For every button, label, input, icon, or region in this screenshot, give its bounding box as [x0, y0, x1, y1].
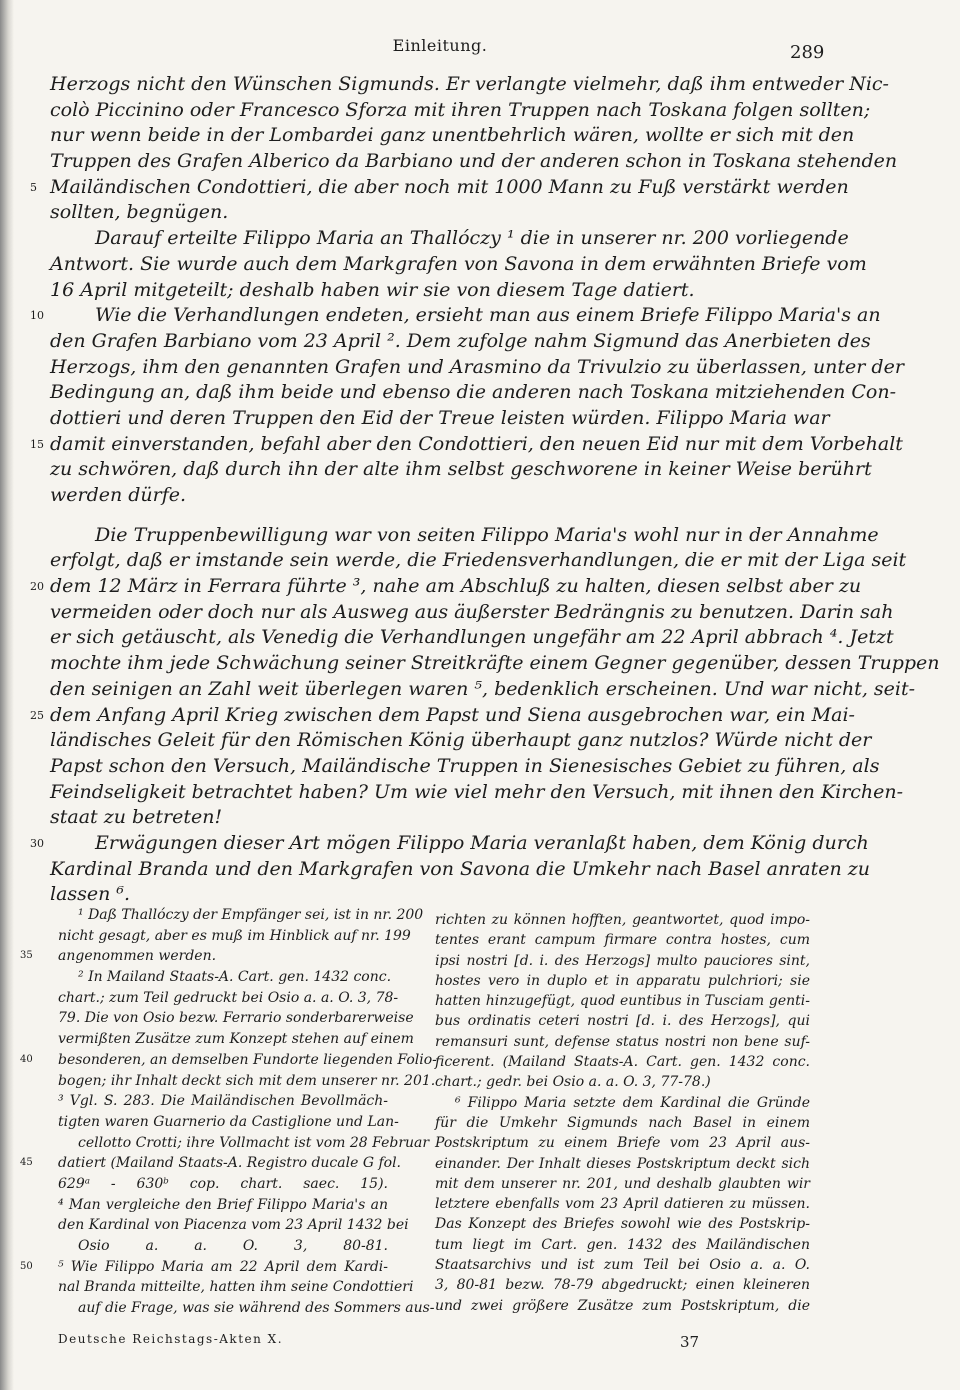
text-line — [50, 805, 825, 831]
line-number: 25 — [30, 708, 44, 722]
footnotes-left-column — [20, 905, 437, 1319]
footnote-line-text: ¹ Daß Thallóczy der Empfänger sei, ist in nr. 200 — [78, 907, 424, 923]
text-line-text: vermeiden oder doch nur als Ausweg aus äußerster Bedrängnis zu benutzen. Darin sah — [50, 600, 894, 623]
text-line-text: er sich getäuscht, als Venedig die Verhandlungen ungefähr am 22 April abbrach ⁴. Jetzt — [50, 626, 894, 649]
footnote-line — [435, 910, 810, 930]
text-line — [50, 780, 904, 806]
footnote-line-text: ipsi nostri [d. i. des Herzogs] multo pauciores sint, — [435, 952, 810, 969]
text-line-text: den Grafen Barbiano vom 23 April ². Dem zufolge nahm Sigmund das Anerbieten des — [50, 329, 871, 352]
main-text-block — [30, 72, 940, 908]
footnote-line-text: 79. Die von Osio bezw. Ferrario sonderbarerweise — [58, 1010, 414, 1027]
footnote-line — [435, 971, 810, 991]
footnote-line-text: auf die Frage, was sie während des Sommers aus- — [78, 1300, 435, 1317]
footnote-line-text: den Kardinal von Piacenza vom 23 April 1432 bei — [58, 1217, 409, 1234]
footnote-line-text: bus ordinatis ceteri nostri [d. i. des Herzogs], qui — [435, 1013, 810, 1030]
footnote-line — [435, 1093, 810, 1113]
text-line — [50, 677, 916, 703]
footnote-line — [435, 1052, 810, 1072]
footnote-line-text: für die Umkehr Sigmunds nach Basel in einem — [435, 1114, 810, 1131]
footnote-line — [58, 926, 411, 947]
footnote-line-text: richten zu können hofften, geantwortet, quod impo- — [435, 912, 810, 928]
footnotes-right-column — [435, 910, 810, 1316]
text-line — [50, 548, 907, 574]
text-line — [30, 574, 862, 600]
text-line-text: Papst schon den Versuch, Mailändische Truppen in Sienesisches Gebiet zu führen, als — [50, 754, 880, 777]
text-line-text: sollten, begnügen. — [50, 201, 229, 224]
footnote-line — [58, 1174, 388, 1195]
footnote-line-text: Das Konzept des Briefes sowohl wie des Postskrip- — [435, 1216, 810, 1233]
footer-series-title: Deutsche Reichstags-Akten X. — [58, 1332, 284, 1346]
footnote-line-text: nal Branda mitteilte, hatten ihm seine Condottieri — [58, 1279, 414, 1296]
text-line — [30, 432, 903, 458]
footnote-line — [58, 1277, 414, 1298]
footnote-line-text: und zwei größere Zusätze zum Postskriptum, die — [435, 1297, 810, 1314]
line-number: 50 — [20, 1260, 33, 1272]
text-line — [50, 226, 849, 252]
text-line-text: ländisches Geleit für den Römischen König überhaupt ganz nutzlos? Würde nicht der — [50, 729, 872, 752]
text-line — [30, 175, 849, 201]
text-line-text: Darauf erteilte Filippo Maria an Thallóczy ¹ die in unserer nr. 200 vorliegende — [95, 227, 849, 250]
footnote-line — [435, 1011, 810, 1031]
text-line — [50, 252, 867, 278]
footnote-line-text: mit dem unserer nr. 201, und deshalb glaubten wir — [435, 1175, 810, 1192]
footnote-line-text: cellotto Crotti; ihre Vollmacht ist vom 28 Februar — [78, 1134, 430, 1151]
footnote-line-text: vermißten Zusätze zum Konzept stehen auf einem — [58, 1031, 414, 1048]
text-line — [50, 149, 898, 175]
footnote-line-text: tentes erant campum firmare contra hostes, cum — [435, 932, 810, 949]
text-line-text: dem 12 März in Ferrara führte ³, nahe am Abschluß zu halten, diesen selbst aber zu — [50, 575, 862, 598]
text-line — [50, 651, 940, 677]
footnote-line-text: Osio a. a. O. 3, 80-81. — [78, 1238, 388, 1254]
text-line-text: Die Truppenbewilligung war von seiten Filippo Maria's wohl nur in der Annahme — [95, 523, 879, 546]
text-line — [50, 728, 872, 754]
text-line — [50, 200, 825, 226]
text-line-text: werden dürfe. — [50, 484, 187, 506]
footnote-line — [20, 1153, 401, 1174]
footnote-line — [435, 1133, 810, 1153]
running-head: Einleitung. — [392, 36, 488, 55]
text-line — [50, 98, 871, 124]
footnote-line-text: ³ Vgl. S. 283. Die Mailändischen Bevollmäch- — [58, 1093, 388, 1110]
footnote-line — [20, 1257, 388, 1278]
page-number: 289 — [790, 42, 825, 63]
footnote-line — [58, 1298, 435, 1319]
footnote-line — [435, 991, 810, 1011]
text-line-text: 16 April mitgeteilt; deshalb haben wir sie von diesem Tage datiert. — [50, 278, 695, 301]
text-line — [50, 278, 825, 304]
footnote-line — [58, 1091, 388, 1112]
footnote-line-text: bogen; ihr Inhalt deckt sich mit dem unserer nr. 201. — [58, 1072, 436, 1089]
text-line — [50, 380, 896, 406]
footnote-line — [435, 930, 810, 950]
text-line-text: colò Piccinino oder Francesco Sforza mit ihren Truppen nach Toskana folgen sollten; — [50, 98, 871, 121]
footnote-line-text: 3, 80-81 bezw. 78-79 abgedruckt; einen kleineren — [435, 1277, 810, 1294]
footnote-line-text: ⁴ Man vergleiche den Brief Filippo Maria's an — [58, 1196, 388, 1213]
text-line-text: damit einverstanden, befahl aber den Condottieri, den neuen Eid nur mit dem Vorbehalt — [50, 432, 903, 455]
footnote-line — [20, 1050, 437, 1071]
line-number: 15 — [30, 437, 44, 451]
footnote-line — [435, 1296, 810, 1316]
footnote-line — [58, 988, 399, 1009]
footnote-line — [58, 1112, 399, 1133]
footnote-line-text: hostes vero in duplo et in apparatu pulchriori; sie — [435, 972, 810, 989]
text-line-text: Truppen des Grafen Alberico da Barbiano und der anderen schon in Toskana stehenden — [50, 150, 898, 173]
text-line-text: Herzogs nicht den Wünschen Sigmunds. Er verlangte vielmehr, daß ihm entweder Nic- — [50, 73, 889, 95]
text-line — [50, 600, 894, 626]
text-line — [50, 857, 871, 883]
footnote-line — [435, 1235, 810, 1255]
text-line-text: Kardinal Branda und den Markgrafen von Savona die Umkehr nach Basel anraten zu — [50, 857, 871, 880]
text-line-text: Mailändischen Condottieri, die aber noch mit 1000 Mann zu Fuß verstärkt werden — [50, 175, 849, 198]
footnote-line — [20, 946, 388, 967]
text-line-text: Feindseligkeit betrachtet haben? Um wie viel mehr den Versuch, mit ihnen den Kirchen- — [50, 780, 904, 803]
text-line — [30, 703, 855, 729]
footnote-line — [58, 1071, 436, 1092]
footer-signature-number: 37 — [680, 1333, 700, 1351]
footnote-line — [58, 1029, 414, 1050]
footnote-line — [58, 1215, 409, 1236]
footnote-line-text: ² In Mailand Staats-A. Cart. gen. 1432 conc. — [78, 969, 392, 986]
footnote-line-text: besonderen, an demselben Fundorte liegenden Folio- — [58, 1051, 437, 1068]
footnote-line-text: chart.; gedr. bei Osio a. a. O. 3, 77-78.) — [435, 1074, 711, 1091]
line-number: 5 — [30, 180, 37, 194]
text-line-text: Erwägungen dieser Art mögen Filippo Maria veranlaßt haben, dem König durch — [95, 831, 869, 854]
text-line — [50, 406, 830, 432]
text-line-text: erfolgt, daß er imstande sein werde, die Friedensverhandlungen, die er mit der Liga seit — [50, 549, 907, 572]
line-number: 35 — [20, 950, 33, 962]
footnote-line — [435, 1255, 810, 1275]
line-number: 40 — [20, 1053, 33, 1065]
text-line-text: dem Anfang April Krieg zwischen dem Papst und Siena ausgebrochen war, ein Mai- — [50, 703, 855, 726]
text-line — [50, 329, 871, 355]
footnote-line-text: ficerent. (Mailand Staats-A. Cart. gen. 1432 conc. — [435, 1054, 810, 1071]
footnote-line-text: einander. Der Inhalt dieses Postskriptum deckt sich — [435, 1155, 810, 1172]
text-line-text: Herzogs, ihm den genannten Grafen und Arasmino da Trivulzio zu überlassen, unter der — [50, 355, 904, 378]
footnote-line-text: 629ᵃ - 630ᵇ cop. chart. saec. 15). — [58, 1175, 388, 1192]
footnote-line-text: ⁶ Filippo Maria setzte dem Kardinal die Gründe — [455, 1094, 810, 1111]
footnote-line-text: remansuri sunt, defense status nostri non bene suf- — [435, 1033, 810, 1050]
footnote-line — [435, 1113, 810, 1133]
text-line — [50, 523, 879, 549]
footnote-line-text: Staatsarchivs und ist zum Teil bei Osio a. a. O. — [435, 1257, 810, 1274]
footnote-line — [435, 1072, 810, 1092]
footnote-line — [58, 967, 392, 988]
footnote-line-text: hatten hinzugefügt, quod euntibus in Tusciam genti- — [435, 993, 810, 1010]
line-number: 20 — [30, 580, 44, 594]
footnote-line — [58, 905, 424, 926]
text-line — [50, 457, 872, 483]
footnote-line-text: nicht gesagt, aber es muß im Hinblick auf nr. 199 — [58, 927, 411, 944]
footnote-line-text: tum liegt im Cart. gen. 1432 des Mailändischen — [435, 1236, 810, 1253]
footnote-line — [435, 951, 810, 971]
footnote-line — [435, 1275, 810, 1295]
footnote-line — [58, 1133, 430, 1154]
text-line — [30, 303, 881, 329]
text-line-text: lassen ⁶. — [50, 883, 131, 906]
text-line — [30, 831, 869, 857]
footnote-line — [435, 1214, 810, 1234]
footnote-line — [58, 1195, 388, 1216]
text-line — [50, 483, 825, 509]
footnote-line-text: letztere ebenfalls vom 23 April datieren zu müssen. — [435, 1196, 810, 1213]
footnote-line-text: Postskriptum zu einem Briefe vom 23 April aus- — [435, 1135, 810, 1152]
text-line-text: nur wenn beide in der Lombardei ganz unentbehrlich wären, wollte er sich mit den — [50, 124, 855, 147]
line-number: 10 — [30, 309, 44, 323]
footnote-line — [435, 1154, 810, 1174]
text-line-text: Wie die Verhandlungen endeten, ersieht man aus einem Briefe Filippo Maria's an — [95, 304, 881, 327]
footnote-line — [435, 1174, 810, 1194]
footnote-line — [58, 1236, 388, 1257]
text-line-text: den seinigen an Zahl weit überlegen waren ⁵, bedenklich erscheinen. Und war nicht, seit- — [50, 677, 916, 700]
text-line-text: zu schwören, daß durch ihn der alte ihm selbst geschworene in keiner Weise berührt — [50, 458, 872, 481]
text-line-text: Bedingung an, daß ihm beide und ebenso die anderen nach Toskana mitziehenden Con- — [50, 381, 896, 404]
text-line — [50, 72, 889, 98]
footnote-line — [435, 1032, 810, 1052]
book-binding-shadow — [0, 0, 14, 1390]
footnote-line-text: angenommen werden. — [58, 948, 217, 965]
text-line-text: Antwort. Sie wurde auch dem Markgrafen von Savona in dem erwähnten Briefe vom — [50, 252, 867, 275]
text-line-text: dottieri und deren Truppen den Eid der Treue leisten würden. Filippo Maria war — [50, 406, 830, 429]
text-line — [50, 754, 880, 780]
footnote-line — [58, 1008, 414, 1029]
footnote-line-text: datiert (Mailand Staats-A. Registro ducale G fol. — [58, 1155, 401, 1172]
line-number: 45 — [20, 1157, 33, 1169]
line-number: 30 — [30, 836, 44, 850]
text-line — [50, 625, 894, 651]
text-line — [50, 123, 855, 149]
footnote-line-text: ⁵ Wie Filippo Maria am 22 April dem Kardi- — [58, 1258, 388, 1275]
text-line-text: mochte ihm jede Schwächung seiner Streitkräfte einem Gegner gegenüber, dessen Truppen — [50, 652, 940, 675]
footnote-line — [435, 1194, 810, 1214]
footnote-line-text: chart.; zum Teil gedruckt bei Osio a. a. O. 3, 78- — [58, 989, 399, 1006]
text-line-text: staat zu betreten! — [50, 806, 223, 829]
footnote-line-text: tigten waren Guarnerio da Castiglione und Lan- — [58, 1113, 399, 1130]
text-line — [50, 355, 904, 381]
